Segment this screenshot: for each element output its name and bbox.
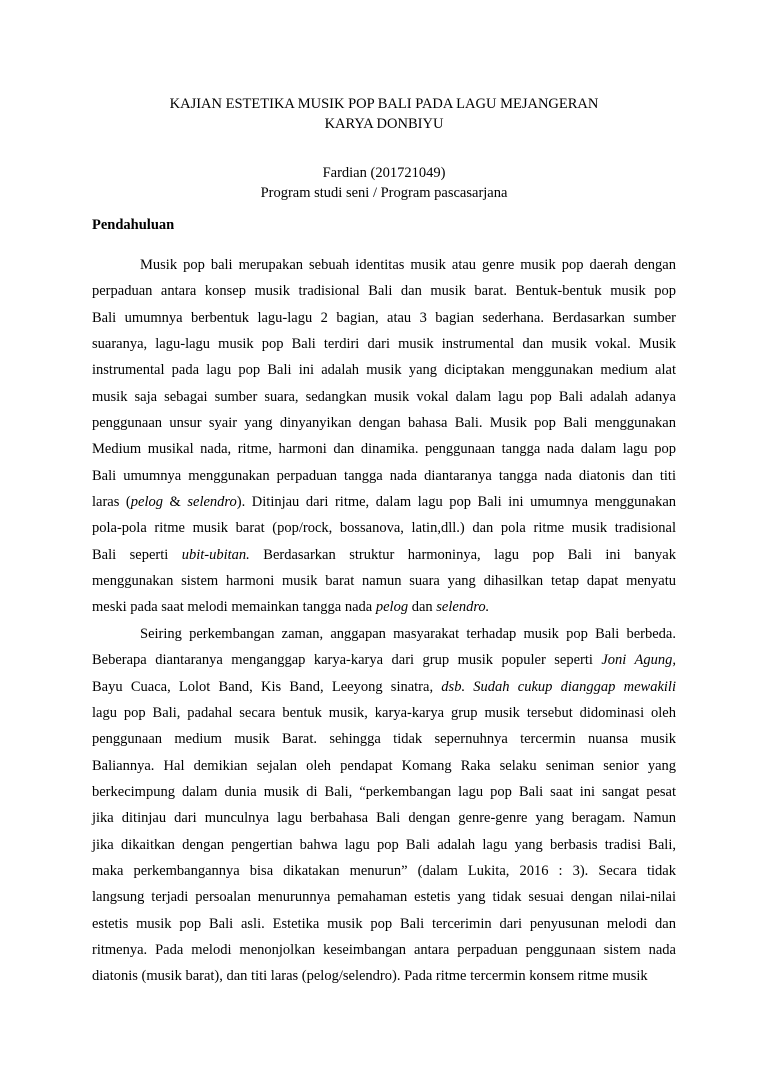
- line-text: Beberapa diantaranya menganggap karya-karya dari grup musik populer seperti: [92, 652, 602, 669]
- line-text: Bali seperti: [92, 546, 182, 563]
- italic-term: pelog: [130, 494, 163, 511]
- line-text: diatonis (musik barat), dan titi laras (pelog/selendro). Pada ritme tercermin konsem ritme musik: [92, 968, 648, 985]
- line-text: maka perkembangannya bisa dikatakan menurun” (dalam Lukita, 2016 : 3). Secara tidak: [92, 862, 676, 879]
- section-heading: Pendahuluan: [92, 217, 175, 233]
- body-line: [92, 489, 676, 515]
- line-text: Berdasarkan struktur harmoninya, lagu pop Bali ini banyak: [249, 546, 676, 563]
- line-text: ). Ditinjau dari ritme, dalam lagu pop Bali ini umumnya menggunakan: [236, 494, 677, 511]
- body-line: [92, 884, 676, 910]
- body-line: [92, 805, 676, 831]
- line-text: menggunakan sistem harmoni musik barat namun suara yang dihasilkan tetap dapat menyatu: [92, 573, 676, 590]
- body-line: [92, 463, 676, 489]
- body-line: [92, 753, 676, 779]
- body-line: [92, 410, 676, 436]
- line-text: Bali umumnya berbentuk lagu-lagu 2 bagian, atau 3 bagian sederhana. Berdasarkan sumber: [92, 309, 676, 326]
- body-line: [92, 911, 676, 937]
- line-text: Bayu Cuaca, Lolot Band, Kis Band, Leeyong sinatra,: [92, 678, 434, 695]
- title-line-2: KARYA DONBIYU: [324, 116, 444, 132]
- body-line: [92, 568, 676, 594]
- line-text: musik saja sebagai sumber suara, sedangkan musik vokal dalam lagu pop Bali adalah adanya: [92, 388, 676, 405]
- body-line: [92, 542, 676, 568]
- body-line: [92, 858, 676, 884]
- body-line: [92, 331, 676, 357]
- body-line: [92, 779, 676, 805]
- line-text: Baliannya. Hal demikian sejalan oleh pendapat Komang Raka selaku seniman senior yang: [92, 757, 676, 774]
- line-text: estetis musik pop Bali asli. Estetika musik pop Bali tercerimin dari penyusunan melodi dan: [92, 915, 676, 932]
- line-text: dan: [408, 599, 437, 616]
- line-text: Medium musikal nada, ritme, harmoni dan dinamika. penggunaan tangga nada dalam lagu pop: [92, 441, 676, 458]
- body-line: [92, 621, 676, 647]
- line-text: lagu pop Bali, padahal secara bentuk musik, karya-karya grup musik tersebut didominasi oleh: [92, 704, 676, 721]
- body-line: [92, 515, 676, 541]
- author-program: Program studi seni / Program pascasarjana: [260, 185, 508, 201]
- line-text: langsung terjadi persoalan menurunnya pemahaman estetis yang tidak sesuai dengan nilai-nilai: [92, 889, 676, 906]
- body-line: [92, 674, 676, 700]
- paper-title: [92, 94, 676, 134]
- line-text: Bali umumnya menggunakan perpaduan tangga nada diantaranya tangga nada diatonis dan titi: [92, 467, 676, 484]
- line-text: laras (: [92, 494, 131, 511]
- line-text: &: [162, 494, 188, 511]
- line-text: penggunaan unsur syair yang dinyanyikan dengan bahasa Bali. Musik pop Bali menggunakan: [92, 415, 676, 432]
- body-line: [92, 594, 676, 620]
- line-text: penggunaan medium musik Barat. sehingga tidak sepernuhnya tercermin nuansa musik: [92, 731, 676, 748]
- line-text: ritmenya. Pada melodi menonjolkan keseimbangan antara perpaduan penggunaan sistem nada: [92, 941, 676, 958]
- italic-term: Joni Agung,: [601, 652, 677, 669]
- body-line: [92, 357, 676, 383]
- body-line: [92, 647, 676, 673]
- body-line: [92, 278, 676, 304]
- body-text: [92, 252, 676, 990]
- title-line-1: KAJIAN ESTETIKA MUSIK POP BALI PADA LAGU MEJANGERAN: [169, 96, 599, 112]
- line-text: suaranya, lagu-lagu musik pop Bali terdiri dari musik instrumental dan musik vokal. Musik: [92, 336, 676, 353]
- line-text: instrumental pada lagu pop Bali ini adalah musik yang diciptakan menggunakan medium alat: [92, 362, 676, 379]
- line-text: jika ditinjau dari munculnya lagu berbahasa Bali dengan genre-genre yang beragam. Namun: [92, 810, 676, 827]
- body-line: [92, 726, 676, 752]
- body-line: [92, 963, 676, 989]
- body-line: [92, 305, 676, 331]
- line-text: jika dikaitkan dengan pengertian bahwa lagu pop Bali adalah lagu yang berbasis tradisi Bali,: [92, 836, 676, 853]
- italic-term: selendro: [187, 494, 237, 511]
- line-text: meski pada saat melodi memainkan tangga nada: [92, 599, 376, 616]
- line-text: perpaduan antara konsep musik tradisional Bali dan musik barat. Bentuk-bentuk musik pop: [92, 283, 676, 300]
- author-name: Fardian (201721049): [322, 165, 446, 181]
- italic-term: selendro.: [436, 599, 490, 616]
- line-text: berkecimpung dalam dunia musik di Bali, “perkembangan lagu pop Bali saat ini sangat pesat: [92, 783, 676, 800]
- line-text: Seiring perkembangan zaman, anggapan masyarakat terhadap musik pop Bali berbeda.: [140, 625, 676, 642]
- line-text: pola-pola ritme musik barat (pop/rock, bossanova, latin,dll.) dan pola ritme musik tradisional: [92, 520, 676, 537]
- line-text: Musik pop bali merupakan sebuah identitas musik atau genre musik pop daerah dengan: [140, 257, 676, 273]
- body-line: [92, 436, 676, 462]
- body-line: [92, 832, 676, 858]
- body-line: [92, 700, 676, 726]
- body-line: [92, 384, 676, 410]
- italic-term: pelog: [375, 599, 409, 616]
- italic-term: ubit-ubitan.: [181, 546, 250, 563]
- body-line: [92, 937, 676, 963]
- author-block: [92, 163, 676, 203]
- italic-term: dsb. Sudah cukup dianggap mewakili: [433, 678, 676, 695]
- body-line: [92, 252, 676, 278]
